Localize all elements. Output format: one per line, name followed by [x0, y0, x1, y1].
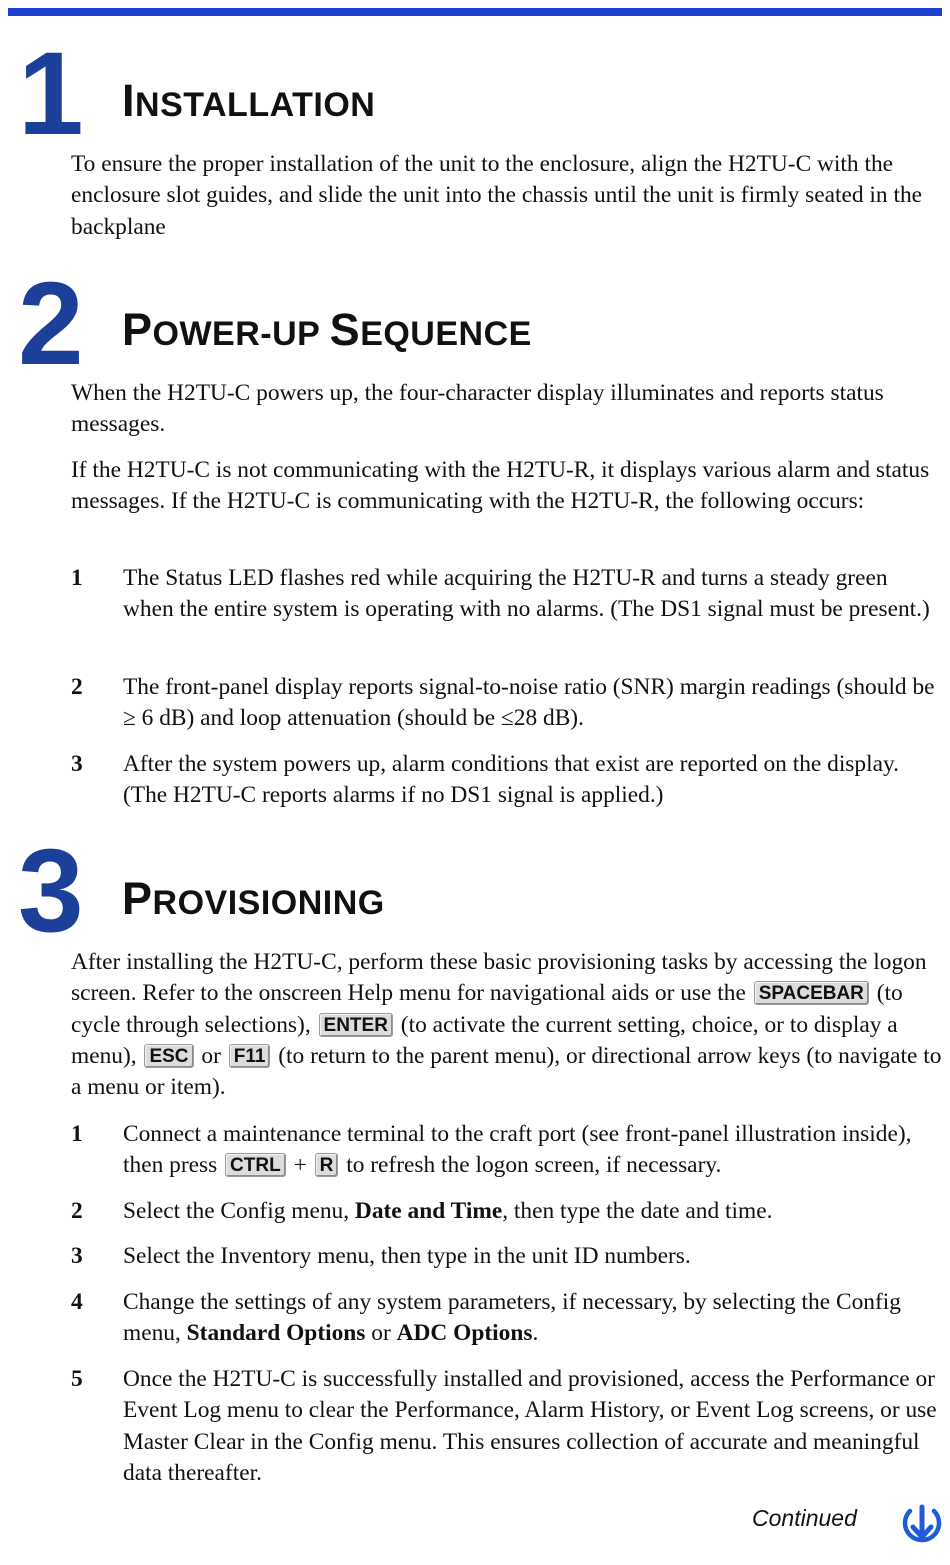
- section-1-title: INSTALLATION: [122, 75, 376, 126]
- provisioning-step: [71, 1119, 943, 1182]
- spacebar-key: SPACEBAR: [754, 981, 869, 1005]
- step-number: 5: [71, 1366, 83, 1392]
- section-2-paragraph-2: If the H2TU-C is not communicating with the H2TU-R, it displays various alarm and status messages. If the H2TU-C is communicating with the H2TU-R, the following occurs:: [71, 457, 930, 515]
- provisioning-step: [71, 1287, 943, 1350]
- section-2-title: POWER-UP SEQUENCE: [122, 304, 532, 355]
- power-up-step: [71, 749, 943, 812]
- power-up-step: [71, 563, 943, 626]
- r-key: R: [315, 1153, 339, 1177]
- section-3-intro: After installing the H2TU-C, perform these basic provisioning tasks by accessing the logon screen. Refer to the onscreen Help menu for navigational aids or use the SPACEBAR (to cycle through selections), ENTER (to activate the current setting, choice, or to display a menu), ESC or F11 (to return to the parent menu), or directional arrow keys (to navigate to a menu or item).: [71, 949, 942, 1101]
- step-text: Select the Config menu, Date and Time, then type the date and time.: [123, 1198, 773, 1224]
- step-text: Once the H2TU-C is successfully installed and provisioned, access the Performance or Event Log menu to clear the Performance, Alarm History, or Event Log screens, or use Master Clear in the Config menu. This ensures collection of accurate and meaningful data thereafter.: [123, 1366, 937, 1486]
- step-number: 1: [71, 565, 83, 591]
- continued-label: Continued: [752, 1505, 857, 1531]
- provisioning-step: [71, 1196, 943, 1227]
- ctrl-key: CTRL: [225, 1153, 286, 1177]
- step-text: Select the Inventory menu, then type in the unit ID numbers.: [123, 1243, 691, 1269]
- step-text: The front-panel display reports signal-to-noise ratio (SNR) margin readings (should be ≥ 6 dB) and loop attenuation (should be ≤28 dB).: [123, 674, 935, 732]
- provisioning-step: [71, 1241, 943, 1272]
- section-1-paragraph: To ensure the proper installation of the unit to the enclosure, align the H2TU-C with the enclosure slot guides, and slide the unit into the chassis until the unit is firmly seated in the backplane: [71, 151, 923, 240]
- step-text: Change the settings of any system parameters, if necessary, by selecting the Config menu, Standard Options or ADC Options.: [123, 1289, 901, 1347]
- enter-key: ENTER: [319, 1013, 393, 1037]
- section-3-title: PROVISIONING: [122, 873, 385, 924]
- section-2-number: 2: [18, 258, 80, 390]
- step-number: 3: [71, 1243, 83, 1269]
- step-text: After the system powers up, alarm conditions that exist are reported on the display. (The H2TU-C reports alarms if no DS1 signal is applied.): [123, 751, 900, 809]
- step-number: 4: [71, 1289, 83, 1315]
- down-arrow-circle-icon[interactable]: [902, 1503, 942, 1545]
- provisioning-step: [71, 1364, 943, 1489]
- step-number: 3: [71, 751, 83, 777]
- step-number: 2: [71, 1198, 83, 1224]
- f11-key: F11: [229, 1044, 271, 1068]
- section-1-number: 1: [18, 28, 80, 160]
- step-text: Connect a maintenance terminal to the craft port (see front-panel illustration inside), then press CTRL + R to refresh the logon screen, if necessary.: [123, 1121, 912, 1179]
- esc-key: ESC: [144, 1044, 193, 1068]
- top-blue-rule: [8, 8, 942, 16]
- power-up-step: [71, 672, 943, 735]
- step-text: The Status LED flashes red while acquiring the H2TU-R and turns a steady green when the entire system is operating with no alarms. (The DS1 signal must be present.): [123, 565, 930, 623]
- step-number: 1: [71, 1121, 83, 1147]
- step-number: 2: [71, 674, 83, 700]
- section-2-paragraph-1: When the H2TU-C powers up, the four-character display illuminates and reports status messages.: [71, 380, 884, 438]
- section-3-number: 3: [18, 825, 80, 957]
